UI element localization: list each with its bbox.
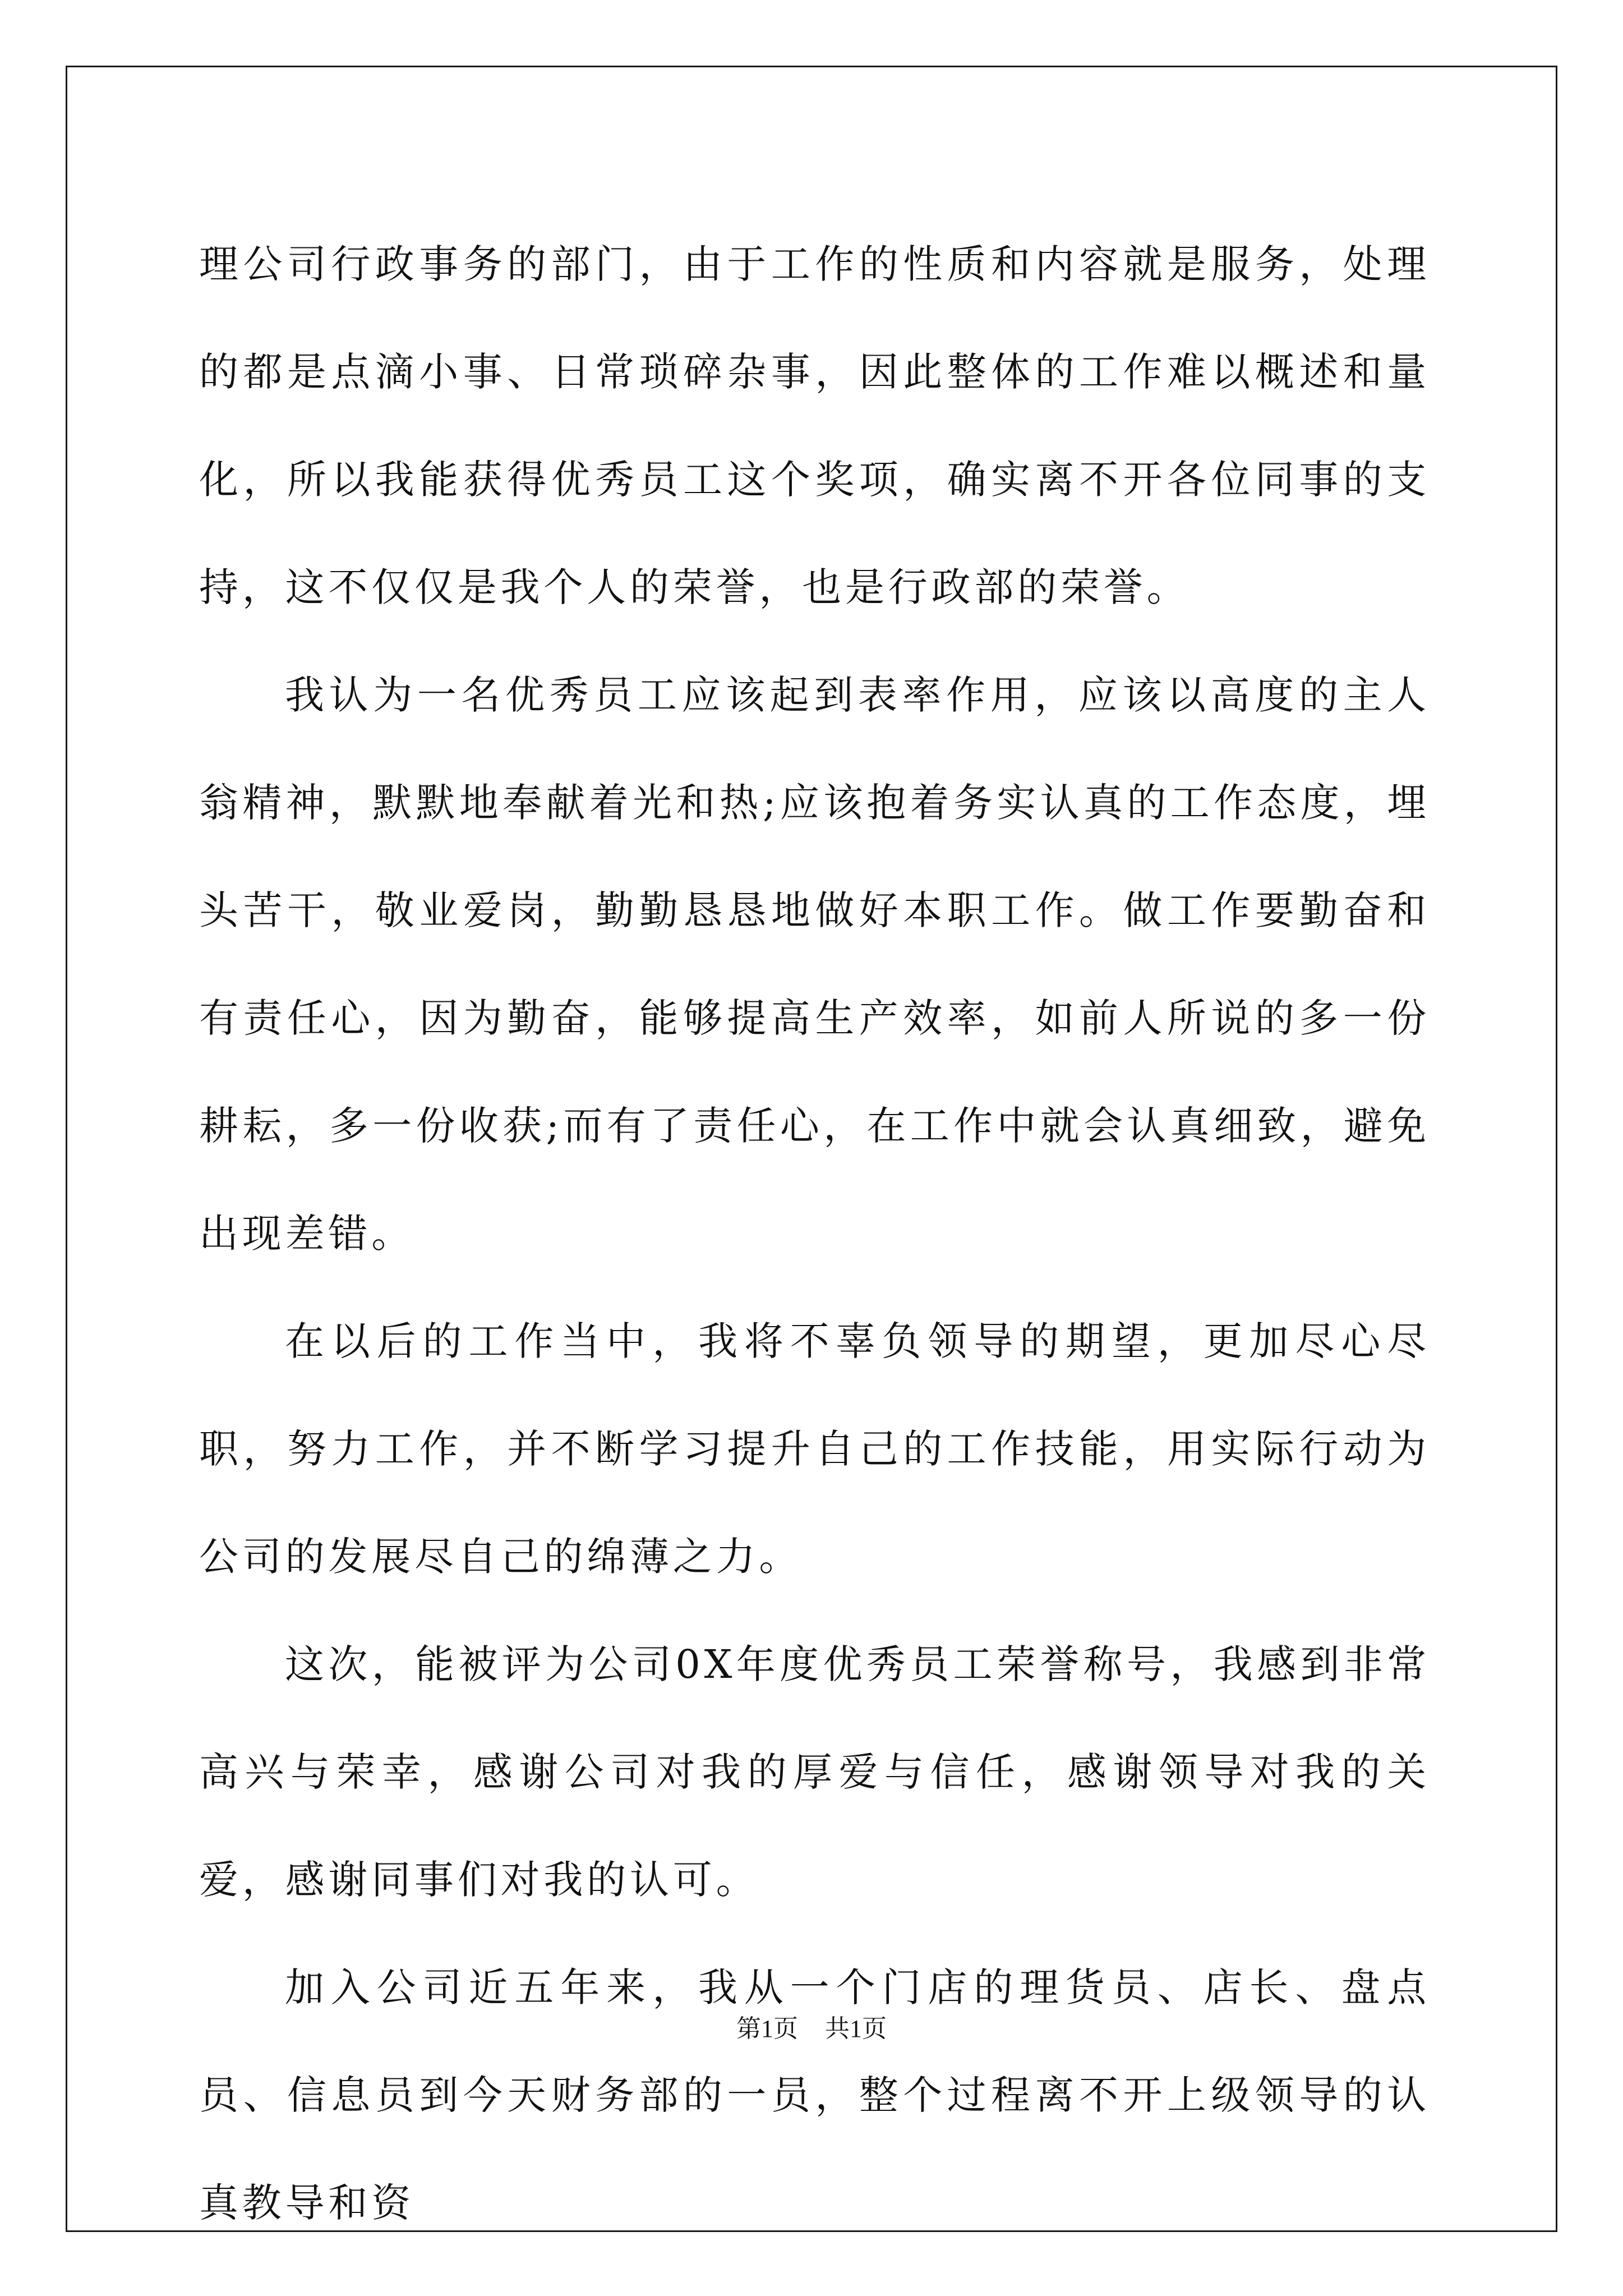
paragraph-5: 加入公司近五年来，我从一个门店的理货员、店长、盘点员、信息员到今天财务部的一员，整个过程离不开上级领导的认真教导和资 bbox=[199, 1964, 1430, 2226]
paragraph-3: 在以后的工作当中，我将不辜负领导的期望，更加尽心尽职，努力工作，并不断学习提升自己的工作技能，用实际行动为公司的发展尽自己的绵薄之力。 bbox=[199, 1318, 1430, 1580]
page-footer bbox=[0, 2008, 1623, 2044]
paragraph-4: 这次，能被评为公司0X年度优秀员工荣誉称号，我感到非常高兴与荣幸，感谢公司对我的厚爱与信任，感谢领导对我的关爱，感谢同事们对我的认可。 bbox=[199, 1641, 1430, 1903]
paragraph-1: 理公司行政事务的部门，由于工作的性质和内容就是服务，处理的都是点滴小事、日常琐碎杂事，因此整体的工作难以概述和量化，所以我能获得优秀员工这个奖项，确实离不开各位同事的支持，这不仅仅是我个人的荣誉，也是行政部的荣誉。 bbox=[199, 241, 1430, 610]
document-body bbox=[199, 210, 1430, 2257]
page-total: 共1页 bbox=[825, 2015, 887, 2042]
paragraph-2: 我认为一名优秀员工应该起到表率作用，应该以高度的主人翁精神，默默地奉献着光和热;应该抱着务实认真的工作态度，埋头苦干，敬业爱岗，勤勤恳恳地做好本职工作。做工作要勤奋和有责任心，因为勤奋，能够提高生产效率，如前人所说的多一份耕耘，多一份收获;而有了责任心，在工作中就会认真细致，避免出现差错。 bbox=[199, 672, 1430, 1257]
page-number: 第1页 bbox=[736, 2015, 798, 2042]
